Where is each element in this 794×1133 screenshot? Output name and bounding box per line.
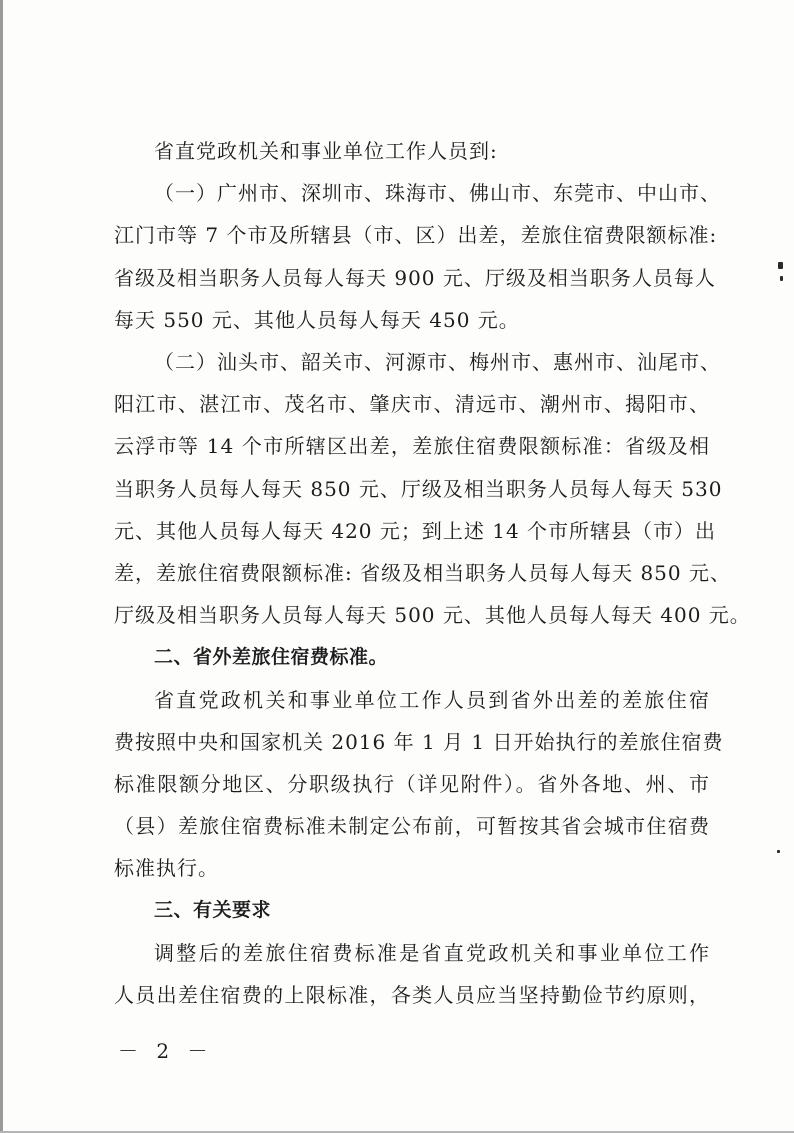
paragraph-line: 每天 550 元、其他人员每人每天 450 元。 (114, 308, 520, 332)
paragraph-line: 调整后的差旅住宿费标准是省直党政机关和事业单位工作 (154, 941, 710, 965)
paragraph-line: 云浮市等 14 个市所辖区出差，差旅住宿费限额标准：省级及相 (114, 434, 710, 458)
paragraph-line: 省直党政机关和事业单位工作人员到省外出差的差旅住宿 (154, 688, 710, 712)
scan-left-edge (0, 0, 3, 1133)
scan-speck (778, 262, 783, 269)
section-heading: 二、省外差旅住宿费标准。 (154, 646, 389, 668)
paragraph-line: 差，差旅住宿费限额标准: 省级及相当职务人员每人每天 850 元、 (114, 561, 731, 585)
paragraph-line: （县）差旅住宿费标准未制定公布前，可暂按其省会城市住宿费 (114, 814, 710, 838)
intro-line: 省直党政机关和事业单位工作人员到: (154, 139, 498, 163)
paragraph-line: 省级及相当职务人员每人每天 900 元、厅级及相当职务人员每人 (114, 266, 716, 290)
paragraph-line: （二）汕头市、韶关市、河源市、梅州市、惠州市、汕尾市、 (154, 350, 721, 374)
scan-speck (777, 850, 780, 853)
paragraph-line: 阳江市、湛江市、茂名市、肇庆市、清远市、潮州市、揭阳市、 (114, 392, 710, 416)
paragraph-line: 当职务人员每人每天 850 元、厅级及相当职务人员每人每天 530 (114, 477, 723, 501)
paragraph-line: 标准限额分地区、分职级执行（详见附件）。省外各地、州、市 (114, 772, 710, 796)
paragraph-line: 费按照中央和国家机关 2016 年 1 月 1 日开始执行的差旅住宿费 (114, 730, 724, 754)
scan-speck (780, 276, 783, 281)
paragraph-line: 元、其他人员每人每天 420 元；到上述 14 个市所辖县（市）出 (114, 519, 717, 543)
paragraph-line: 江门市等 7 个市及所辖县（市、区）出差，差旅住宿费限额标准: (114, 223, 718, 247)
paragraph-line: （一）广州市、深圳市、珠海市、佛山市、东莞市、中山市、 (154, 181, 721, 205)
paragraph-line: 标准执行。 (114, 856, 219, 880)
section-heading: 三、有关要求 (154, 899, 272, 921)
page-number: － 2 － (118, 1039, 214, 1063)
paragraph-line: 人员出差住宿费的上限标准，各类人员应当坚持勤俭节约原则， (114, 983, 710, 1007)
paragraph-line: 厅级及相当职务人员每人每天 500 元、其他人员每人每天 400 元。 (114, 603, 751, 627)
